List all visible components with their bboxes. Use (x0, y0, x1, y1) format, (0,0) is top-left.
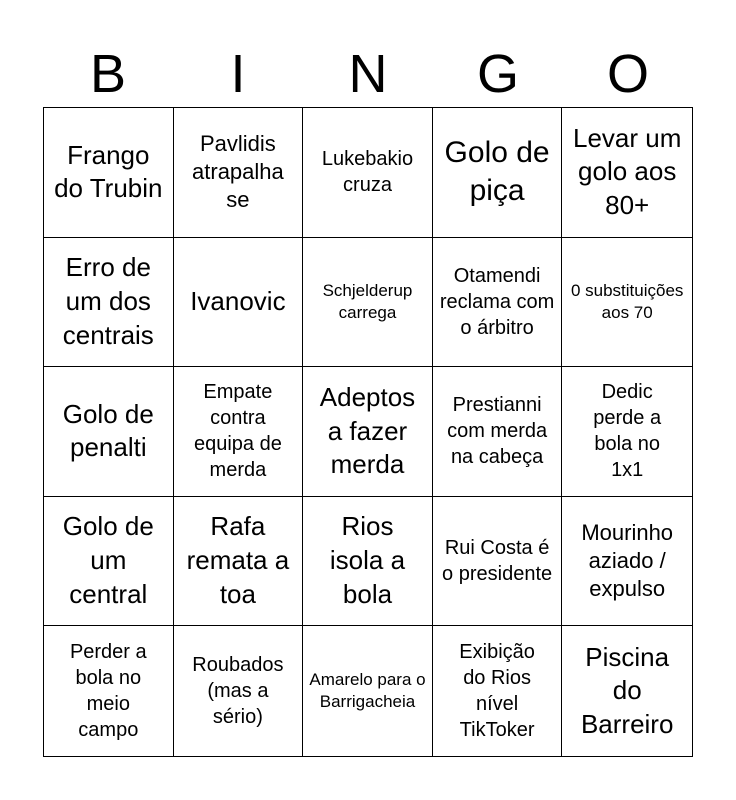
cell-text: Pavlidis atrapalha se (192, 131, 284, 213)
cell-text: Schjelderup carrega (322, 280, 413, 322)
cell-text: Mourinho aziado / expulso (581, 520, 674, 602)
cell-text: Golo de penalti (62, 398, 154, 463)
cell-text: Rios isola a bola (329, 511, 406, 609)
bingo-cell[interactable] (562, 367, 692, 497)
cell-text: Rafa remata a toa (186, 511, 290, 609)
bingo-cell[interactable] (562, 238, 692, 368)
bingo-cell[interactable] (174, 238, 304, 368)
cell-text: Lukebakio cruza (321, 148, 414, 197)
bingo-cell[interactable] (174, 367, 304, 497)
cell-text: Levar um golo aos 80+ (573, 122, 682, 221)
bingo-cell[interactable] (303, 367, 433, 497)
header-letter-n: N (348, 44, 388, 104)
bingo-cell[interactable] (433, 238, 563, 368)
bingo-cell[interactable] (303, 238, 433, 368)
bingo-cell[interactable] (433, 497, 563, 627)
bingo-cell[interactable] (303, 497, 433, 627)
cell-text: Piscina do Barreiro (580, 641, 674, 740)
bingo-cell[interactable] (44, 108, 174, 238)
cell-text: Ivanovic (190, 285, 286, 316)
cell-text: Dedic perde a bola no 1x1 (593, 381, 662, 482)
cell-text: Frango do Trubin (54, 139, 163, 204)
header-letter-b: B (89, 44, 127, 104)
bingo-cell[interactable] (562, 497, 692, 627)
cell-text: Empate contra equipa de merda (193, 381, 282, 482)
cell-text: Otamendi reclama com o árbitro (439, 264, 555, 339)
bingo-cell[interactable] (174, 108, 304, 238)
cell-text: Amarelo para o Barrigacheia (309, 670, 426, 712)
bingo-cell[interactable] (44, 497, 174, 627)
cell-text: Exibição do Rios nível TikToker (459, 641, 535, 742)
cell-text: 0 substituições aos 70 (570, 280, 684, 322)
header-letter-g: G (476, 44, 519, 104)
cell-text: Rui Costa é o presidente (442, 537, 553, 586)
header-letter-i: I (230, 44, 246, 104)
bingo-cell[interactable] (562, 626, 692, 756)
bingo-header (43, 40, 693, 108)
bingo-cell[interactable] (174, 497, 304, 627)
bingo-cell[interactable] (44, 238, 174, 368)
bingo-cell[interactable] (433, 626, 563, 756)
bingo-cell[interactable] (44, 367, 174, 497)
bingo-cell[interactable] (562, 108, 692, 238)
bingo-cell[interactable] (174, 626, 304, 756)
cell-text: Erro de um dos centrais (62, 252, 154, 350)
cell-text: Prestianni com merda na cabeça (447, 394, 548, 469)
cell-text: Perder a bola no meio campo (69, 641, 147, 742)
header-letter-o: O (606, 44, 649, 104)
cell-text: Roubados (mas a sério) (192, 654, 284, 729)
cell-text: Adeptos a fazer merda (319, 381, 416, 480)
bingo-cell[interactable] (303, 626, 433, 756)
bingo-cell[interactable] (303, 108, 433, 238)
bingo-cell[interactable] (44, 626, 174, 756)
cell-text: Golo de piça (444, 136, 550, 208)
bingo-board (43, 107, 693, 757)
bingo-cell[interactable] (433, 367, 563, 497)
cell-text: Golo de um central (62, 511, 154, 609)
bingo-cell[interactable] (433, 108, 563, 238)
